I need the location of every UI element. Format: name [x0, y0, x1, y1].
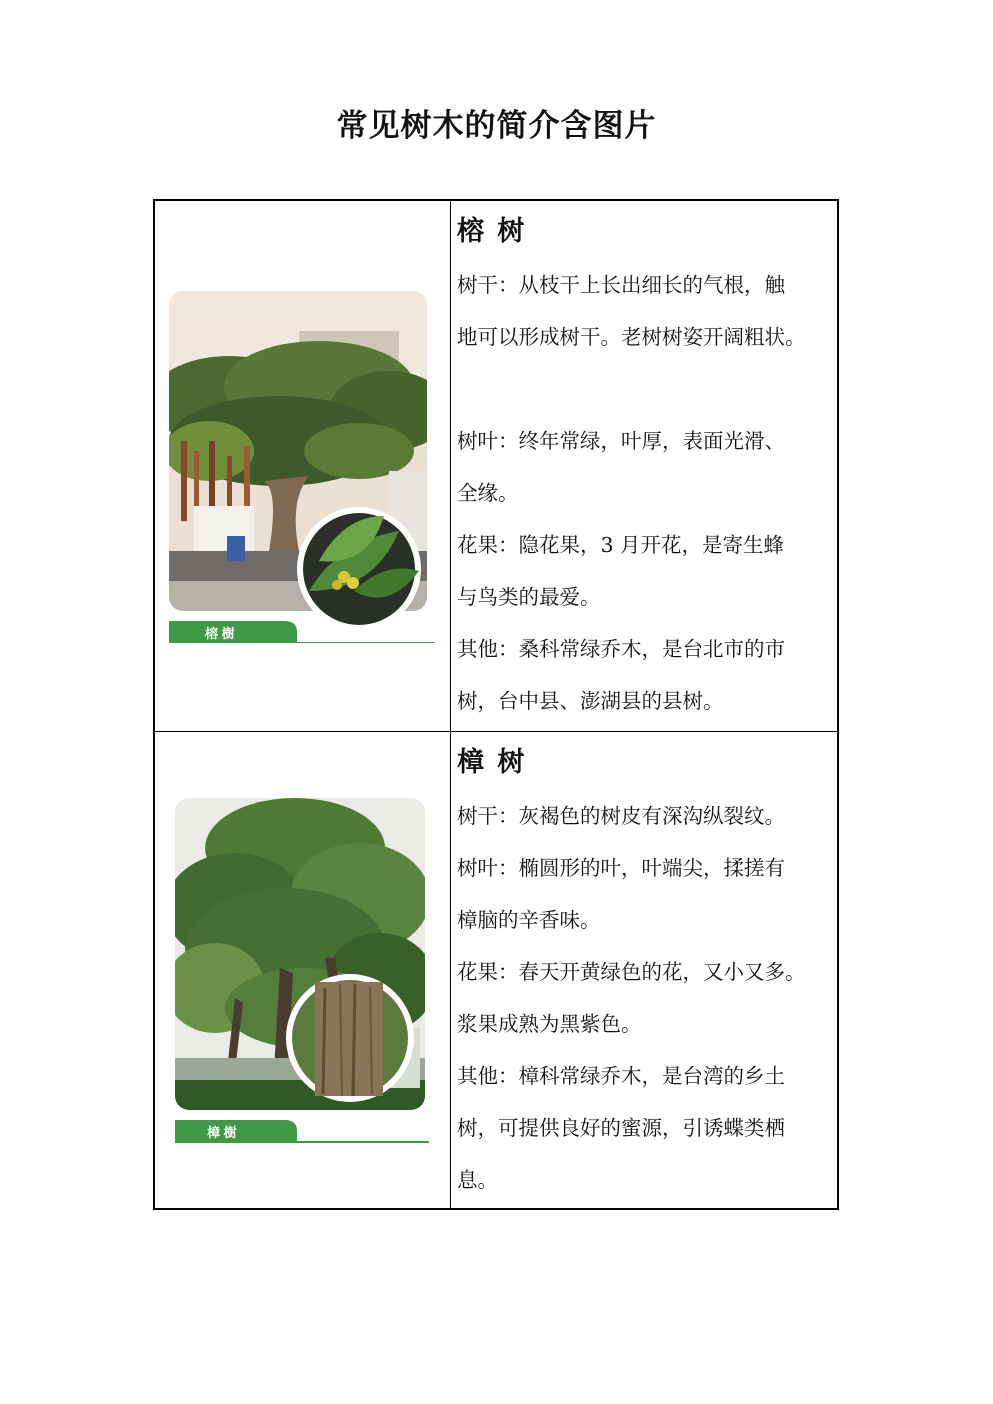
blank-line: [457, 363, 837, 415]
tree-name-camphor: 樟 树: [457, 747, 527, 778]
tree-description-line: 息。: [457, 1168, 498, 1192]
tree-description-line: 浆果成熟为黑紫色。: [457, 1012, 642, 1036]
tree-description-line: 树叶：椭圆形的叶，叶端尖，揉搓有: [457, 856, 785, 880]
text-cell: [451, 201, 837, 731]
tree-name-banyan: 榕 树: [457, 216, 527, 247]
tree-description-line: 花果：春天开黄绿色的花，又小又多。: [457, 960, 806, 984]
table-row: [155, 732, 837, 1210]
camphor-photo-graphic: [175, 798, 429, 1143]
tree-description-line: 树干：从枝干上长出细长的气根，触: [457, 273, 785, 297]
tree-description-line: 全缘。: [457, 481, 519, 505]
page-title: 常见树木的简介含图片: [336, 108, 657, 144]
banyan-photo-graphic: [169, 291, 435, 643]
tree-description-line: 其他：桑科常绿乔木，是台北市的市: [457, 637, 785, 661]
camphor-caption: 樟 樹: [207, 1125, 237, 1140]
banyan-caption: 榕 樹: [205, 626, 235, 641]
image-cell: [155, 201, 451, 731]
banyan-photo: [169, 291, 435, 643]
tree-description-line: 与鸟类的最爱。: [457, 585, 601, 609]
tree-description-line: 树叶：终年常绿，叶厚，表面光滑、: [457, 429, 785, 453]
text-cell: [451, 732, 837, 1210]
image-cell: [155, 732, 451, 1210]
tree-description-line: 树，台中县、澎湖县的县树。: [457, 689, 724, 713]
tree-description-line: 花果：隐花果，3 月开花，是寄生蜂: [457, 533, 785, 557]
tree-description-line: 地可以形成树干。老树树姿开阔粗状。: [457, 325, 806, 349]
camphor-photo: [175, 798, 429, 1143]
tree-description-line: 树，可提供良好的蜜源，引诱蝶类栖: [457, 1116, 785, 1140]
tree-description-line: 樟脑的辛香味。: [457, 908, 601, 932]
tree-table: [153, 199, 839, 1210]
tree-description-line: 其他：樟科常绿乔木，是台湾的乡土: [457, 1064, 785, 1088]
tree-description-line: 树干：灰褐色的树皮有深沟纵裂纹。: [457, 804, 785, 828]
table-row: [155, 201, 837, 732]
